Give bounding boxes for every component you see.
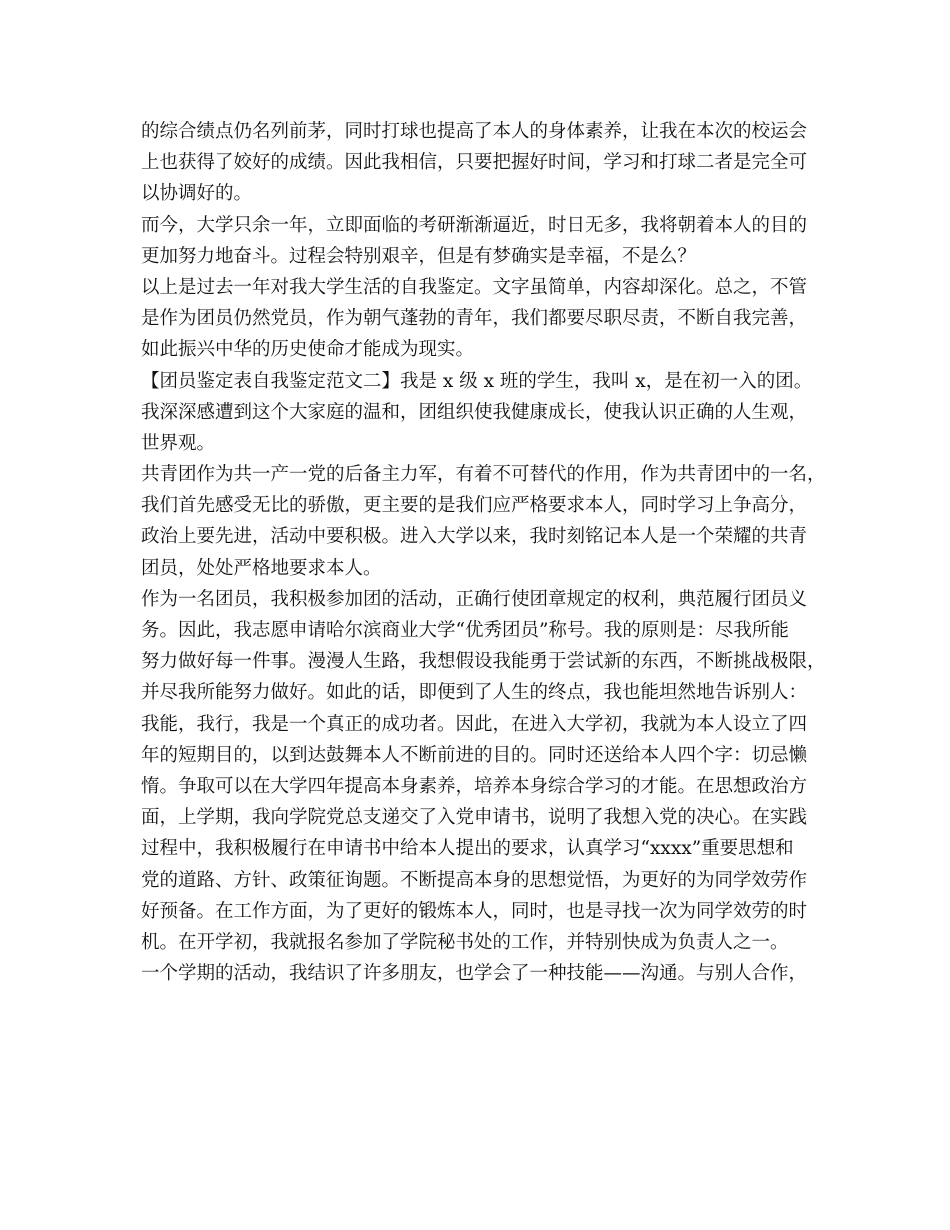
- text-line: 而今，大学只余一年，立即面临的考研渐渐逼近，时日无多，我将朝着本人的目的: [141, 214, 808, 236]
- text-line: 是作为团员仍然党员，作为朝气蓬勃的青年，我们都要尽职尽责，不断自我完善，: [141, 308, 808, 330]
- text-line: 过程中，我积极履行在申请书中给本人提出的要求，认真学习“xxxx”重要思想和: [141, 838, 794, 860]
- text-line: 党的道路、方针、政策征询题。不断提高本身的思想觉悟，为更好的为同学效劳作: [141, 869, 808, 891]
- text-line: 一个学期的活动，我结识了许多朋友，也学会了一种技能——沟通。与别人合作，: [141, 963, 808, 985]
- text-line: 我们首先感受无比的骄傲，更主要的是我们应严格要求本人，同时学习上争高分，: [141, 495, 808, 517]
- text-line: 面，上学期，我向学院党总支递交了入党申请书，说明了我想入党的决心。在实践: [141, 807, 808, 829]
- text-line: 以协调好的。: [141, 183, 253, 205]
- text-line: 好预备。在工作方面，为了更好的锻炼本人，同时，也是寻找一次为同学效劳的时: [141, 900, 808, 922]
- text-line: 以上是过去一年对我大学生活的自我鉴定。文字虽简单，内容却深化。总之，不管: [141, 276, 808, 298]
- document-body: [141, 116, 831, 989]
- text-line: 务。因此，我志愿申请哈尔滨商业大学“优秀团员”称号。我的原则是：尽我所能: [141, 620, 789, 641]
- text-line: 团员，处处严格地要求本人。: [141, 557, 382, 579]
- text-line: 机。在开学初，我就报名参加了学院秘书处的工作，并特别快成为负责人之一。: [141, 931, 789, 953]
- text-line: 世界观。: [141, 432, 216, 454]
- text-line: 更加努力地奋斗。过程会特别艰辛，但是有梦确实是幸福，不是么？: [141, 245, 697, 267]
- text-line: 的综合绩点仍名列前茅，同时打球也提高了本人的身体素养，让我在本次的校运会: [141, 121, 808, 142]
- text-line: 上也获得了姣好的成绩。因此我相信，只要把握好时间，学习和打球二者是完全可: [141, 152, 808, 174]
- text-line: 努力做好每一件事。漫漫人生路，我想假设我能勇于尝试新的东西，不断挑战极限，: [141, 651, 826, 673]
- text-line: 【团员鉴定表自我鉴定范文二】我是 x 级 x 班的学生，我叫 x，是在初一入的团。: [141, 370, 813, 392]
- text-line: 政治上要先进，活动中要积极。进入大学以来，我时刻铭记本人是一个荣耀的共青: [141, 526, 808, 548]
- text-line: 共青团作为共一产一党的后备主力军，有着不可替代的作用，作为共青团中的一名，: [141, 464, 826, 486]
- text-line: 并尽我所能努力做好。如此的话，即便到了人生的终点，我也能坦然地告诉别人：: [141, 682, 808, 704]
- text-line: 作为一名团员，我积极参加团的活动，正确行使团章规定的权利，典范履行团员义: [141, 588, 808, 610]
- text-line: 我深深感遭到这个大家庭的温和，团组织使我健康成长，使我认识正确的人生观，: [141, 401, 808, 423]
- text-line: 如此振兴中华的历史使命才能成为现实。: [141, 339, 475, 361]
- text-line: 惰。争取可以在大学四年提高本身素养，培养本身综合学习的才能。在思想政治方: [141, 775, 808, 797]
- text-line: 年的短期目的，以到达鼓舞本人不断前进的目的。同时还送给本人四个字：切忌懒: [141, 744, 808, 766]
- text-line: 我能，我行，我是一个真正的成功者。因此，在进入大学初，我就为本人设立了四: [141, 713, 808, 735]
